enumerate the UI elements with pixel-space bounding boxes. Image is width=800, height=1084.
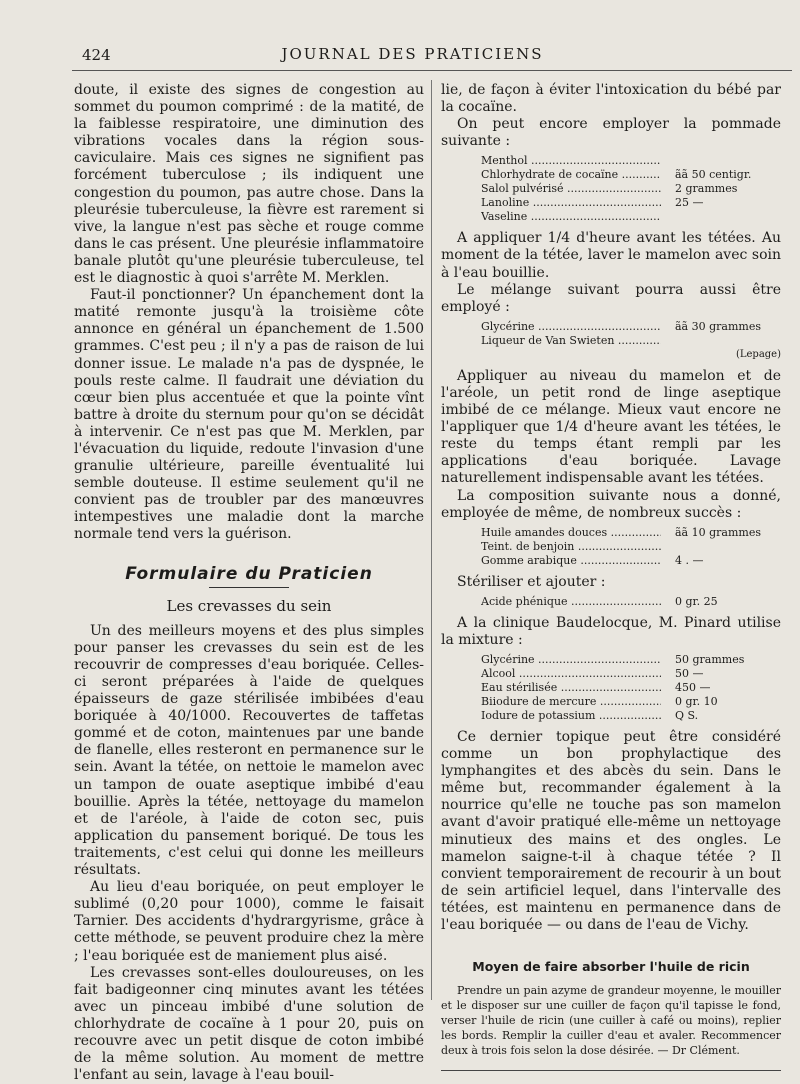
article-subtitle: Les crevasses du sein	[166, 596, 332, 615]
paragraph: Le mélange suivant pourra aussi être employé :	[441, 281, 781, 315]
recipe-line	[481, 554, 781, 568]
paragraph: doute, il existe des signes de congestion au sommet du poumon comprimé : de la matité, de la faiblesse respiratoire, une diminution des vibrations vocales dans la région sous-caviculaire. Mais ces signes ne signifient pas forcément tuberculose ; ils indiquent une congestion du poumon, pas autre chose. Dans la pleurésie tuberculeuse, la fièvre est rarement si vive, la langue n'est pas sèche et rouge comme dans le cas présent. Une pleurésie inflammatoire banale plutôt qu'une pleurésie tuberculeuse, tel est le diagnostic à quoi s'arrête M. Merklen.	[74, 82, 424, 287]
section-title: Formulaire du Praticien	[125, 563, 373, 584]
column-divider	[431, 80, 432, 1000]
paragraph: lie, de façon à éviter l'intoxication du bébé par la cocaïne.	[441, 82, 781, 116]
ingredient: Chlorhydrate de cocaïne .....	[481, 168, 661, 182]
quantity: 50 grammes	[675, 652, 745, 666]
ingredient: Glycérine .....	[481, 653, 661, 667]
ingredient: Liqueur de Van Swieten .....	[481, 334, 661, 348]
recipe-line	[481, 653, 781, 667]
recipe-line	[481, 196, 781, 210]
right-column	[441, 82, 781, 1071]
quantity: 0 gr. 10	[675, 694, 718, 708]
recipe-line	[481, 526, 781, 540]
quantity: ãã 30 grammes	[675, 319, 761, 333]
paragraph: A la clinique Baudelocque, M. Pinard utilise la mixture :	[441, 614, 781, 648]
ingredient: Alcool .....	[481, 667, 661, 681]
recipe-line	[481, 540, 781, 554]
paragraph: Les crevasses sont-elles douloureuses, on les fait badigeonner cinq minutes avant les tétées avec un pinceau imbibé d'une solution de chlorhydrate de cocaïne à 1 pour 20, puis on recouvre avec un petit disque de coton imbibé de la même solution. Au moment de mettre l'enfant au sein, lavage à l'eau bouil-	[74, 964, 424, 1084]
recipe-line	[481, 667, 781, 681]
box-title: Moyen de faire absorber l'huile de ricin	[472, 959, 750, 975]
recipe-author: (Lepage)	[735, 348, 781, 360]
paragraph: Au lieu d'eau boriquée, on peut employer le sublimé (0,20 pour 1000), comme le faisait Tarnier. Des accidents d'hydrargyrisme, grâce à cette méthode, se peuvent produire chez la mère ; l'eau boriquée est de maniement plus aisé.	[74, 879, 424, 964]
page-header	[60, 44, 765, 68]
ingredient: Lanoline .....	[481, 196, 661, 210]
recipe-line	[481, 334, 781, 348]
quantity: ãã 50 centigr.	[675, 168, 752, 182]
paragraph: On peut encore employer la pommade suivante :	[441, 116, 781, 150]
recipe-line	[481, 681, 781, 695]
ingredient: Huile amandes douces .....	[481, 526, 661, 540]
quantity: 0 gr. 25	[675, 594, 718, 608]
quantity: 50 —	[675, 666, 704, 680]
recipe-mixture	[481, 653, 781, 723]
quantity: Q S.	[675, 708, 699, 722]
recipe-line	[481, 709, 781, 723]
recipe-pommade	[481, 154, 781, 224]
paragraph: La composition suivante nous a donné, employée de même, de nombreux succès :	[441, 487, 781, 521]
recipe-composition	[481, 526, 781, 568]
recipe-line	[481, 154, 781, 168]
ingredient: Gomme arabique .....	[481, 554, 661, 568]
quantity: 2 grammes	[675, 182, 738, 196]
quantity: 4 . —	[675, 553, 704, 567]
paragraph: A appliquer 1/4 d'heure avant les tétées. Au moment de la tétée, laver le mamelon avec soin à l'eau bouillie.	[441, 230, 781, 281]
ingredient: Salol pulvérisé .....	[481, 182, 661, 196]
recipe-line	[481, 695, 781, 709]
ingredient: Acide phénique .....	[481, 595, 661, 609]
paragraph: Ce dernier topique peut être considéré comme un bon prophylactique des lymphangites et des abcès du sein. Dans le même but, recommander également à la nourrice qu'elle ne touche pas son mamelon avant d'avoir pratiqué elle-même un nettoyage minutieux des mains et des ongles. Le mamelon saigne-t-il à chaque tétée ? Il convient temporairement de recourir à un bout de sein artificiel lequel, dans l'intervalle des tétées, est maintenu en permanence dans de l'eau boriquée — ou dans de l'eau de Vichy.	[441, 728, 781, 933]
ingredient: Glycérine .....	[481, 320, 661, 334]
recipe-line	[481, 595, 781, 609]
quantity: 25 —	[675, 196, 704, 210]
ingredient: Biiodure de mercure .....	[481, 695, 661, 709]
ingredient: Menthol .....	[481, 154, 661, 168]
recipe-line	[481, 168, 781, 182]
ingredient: Vaseline .....	[481, 210, 661, 224]
paragraph: Appliquer au niveau du mamelon et de l'aréole, un petit rond de linge aseptique imbibé de ce mélange. Mieux vaut encore ne l'appliquer que 1/4 d'heure avant les tétées, le reste du temps étant rempli par les applications d'eau boriquée. Lavage naturellement indispensable avant les tétées.	[441, 367, 781, 487]
quantity: 450 —	[675, 680, 711, 694]
recipe-addition	[481, 595, 781, 609]
recipe-line	[481, 320, 781, 334]
header-rule	[72, 70, 792, 71]
ingredient: Iodure de potassium .....	[481, 709, 661, 723]
recipe-line	[481, 182, 781, 196]
paragraph: Un des meilleurs moyens et des plus simples pour panser les crevasses du sein est de les recouvrir de compresses d'eau boriquée. Celles-ci seront préparées à l'aide de quelques épaisseurs de gaze stérilisée imbibées d'eau boriquée à 40/1000. Recouvertes de taffetas gommé et de coton, maintenues par une bande de flanelle, elles resteront en permanence sur le sein. Avant la tétée, on nettoie le mamelon avec un tampon de ouate aseptique imbibé d'eau bouillie. Après la tétée, nettoyage du mamelon et de l'aréole, à l'aide de coton sec, puis application du pansement boriqué. De tous les traitements, c'est celui qui donne les meilleurs résultats.	[74, 622, 424, 879]
box-rule	[441, 1070, 781, 1071]
paragraph: Faut-il ponctionner? Un épanchement dont la matité remonte jusqu'à la troisième côte annonce en général un épanchement de 1.500 grammes. C'est peu ; il n'y a pas de raison de lui donner issue. Le malade n'a pas de dyspnée, le pouls reste calme. Il faudrait une déviation du cœur bien plus accentuée et que la pointe vînt battre à droite du sternum pour qu'on se décidât à intervenir. Ce n'est pas que M. Merklen, par l'évacuation du liquide, redoute l'invasion d'une granulie ultérieure, pareille éventualité lui semble douteuse. Il estime seulement qu'il ne convient pas de troubler par des manœuvres intempestives une maladie dont la marche normale tend vers la guérison.	[74, 287, 424, 543]
left-column	[74, 82, 424, 1084]
title-rule	[209, 587, 289, 588]
quantity: ãã 10 grammes	[675, 525, 761, 539]
paragraph: Stériliser et ajouter :	[457, 573, 606, 590]
journal-title: JOURNAL DES PRATICIENS	[281, 45, 544, 63]
box-text: Prendre un pain azyme de grandeur moyenne, le mouiller et le disposer sur une cuiller de façon qu'il tapisse le fond, verser l'huile de ricin (une cuiller à café ou moins), replier les bords. Remplir la cuiller d'eau et avaler. Recommencer deux à trois fois selon la dose désirée. — Dr Clément.	[441, 984, 781, 1058]
recipe-line	[481, 210, 781, 224]
recipe-melange	[481, 320, 781, 362]
page-number: 424	[82, 46, 111, 64]
ingredient: Eau stérilisée .....	[481, 681, 661, 695]
ingredient: Teint. de benjoin .....	[481, 540, 661, 554]
